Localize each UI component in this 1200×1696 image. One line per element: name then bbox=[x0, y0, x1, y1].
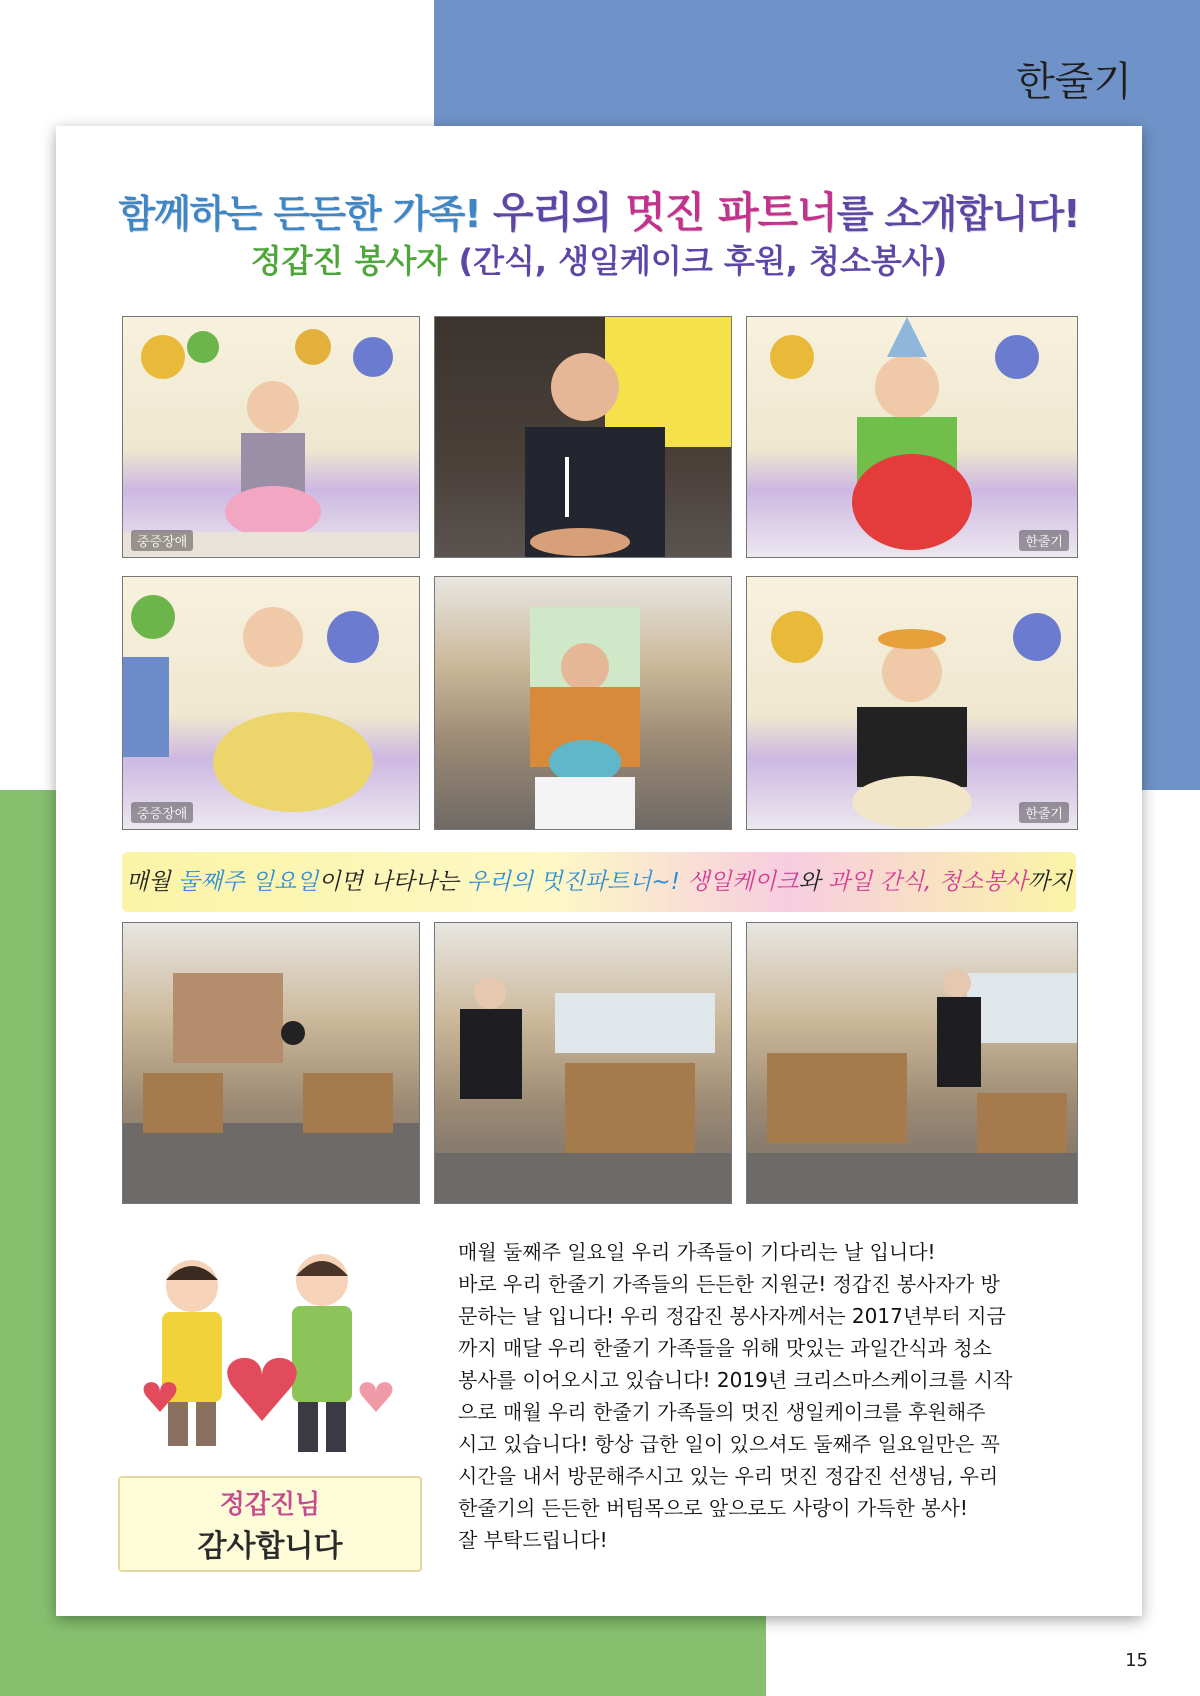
volunteer-name: 정갑진 봉사자 bbox=[250, 242, 459, 280]
photo-caption: 한줄기 bbox=[1019, 530, 1069, 551]
banner-text-7: 과일 간식, 청소봉사 bbox=[827, 869, 1028, 895]
banner-text-3: 이면 나타나는 bbox=[318, 869, 467, 895]
banner-text-4: 우리의 멋진파트너~! bbox=[466, 869, 688, 895]
thank-you-sign bbox=[118, 1476, 422, 1572]
birthday-photo-graphic bbox=[435, 577, 731, 829]
sign-thanks: 감사합니다 bbox=[197, 1529, 343, 1564]
photo-cleaning-1 bbox=[122, 922, 420, 1204]
photo-cleaning-3 bbox=[746, 922, 1078, 1204]
headline bbox=[56, 180, 1142, 240]
cleaning-photo-graphic bbox=[747, 923, 1077, 1203]
headline-part1: 함께하는 든든한 가족! bbox=[118, 192, 493, 236]
body-line: 문하는 날 입니다! 우리 정갑진 봉사자께서는 2017년부터 지금 bbox=[458, 1304, 1006, 1328]
banner-text-5: 생일케이크 bbox=[687, 869, 799, 895]
headline-part2: 우리의 bbox=[492, 188, 626, 237]
birthday-photo-graphic bbox=[123, 577, 419, 829]
body-line: 시간을 내서 방문해주시고 있는 우리 멋진 정갑진 선생님, 우리 bbox=[458, 1464, 999, 1488]
headline-part3: 멋진 파트너 bbox=[625, 188, 837, 237]
page-number: 15 bbox=[1125, 1650, 1148, 1671]
birthday-photo-graphic bbox=[747, 577, 1077, 829]
cleaning-photo-graphic bbox=[435, 923, 731, 1203]
sign-name: 정갑진님 bbox=[219, 1490, 321, 1520]
banner-text-6: 와 bbox=[798, 869, 828, 895]
body-line: 으로 매월 우리 한줄기 가족들의 멋진 생일케이크를 후원해주 bbox=[458, 1400, 986, 1424]
section-title: 한줄기 bbox=[1016, 59, 1132, 105]
photo-birthday-2 bbox=[434, 316, 732, 558]
banner-text-2: 둘째주 일요일 bbox=[177, 869, 319, 895]
photo-caption: 한줄기 bbox=[1019, 802, 1069, 823]
photo-caption: 중증장애 bbox=[131, 530, 193, 551]
banner-text-1: 매월 bbox=[126, 869, 178, 895]
body-line: 한줄기의 든든한 버팀목으로 앞으로도 사랑이 가득한 봉사! bbox=[458, 1496, 968, 1520]
birthday-photo-graphic bbox=[435, 317, 731, 557]
subheadline bbox=[56, 236, 1142, 282]
body-line: 잘 부탁드립니다! bbox=[458, 1528, 608, 1552]
photo-birthday-1 bbox=[122, 316, 420, 558]
photo-birthday-5 bbox=[434, 576, 732, 830]
cleaning-photo-graphic bbox=[123, 923, 419, 1203]
headline-part4: 를 소개합니다! bbox=[836, 192, 1080, 236]
birthday-photo-graphic bbox=[123, 317, 419, 557]
body-line: 시고 있습니다! 항상 급한 일이 있으셔도 둘째주 일요일만은 꼭 bbox=[458, 1432, 1000, 1456]
volunteer-couple-icon bbox=[122, 1246, 432, 1466]
volunteer-activities: (간식, 생일케이크 후원, 청소봉사) bbox=[458, 242, 948, 280]
body-line: 바로 우리 한줄기 가족들의 든든한 지원군! 정갑진 봉사자가 방 bbox=[458, 1272, 1000, 1296]
body-line: 봉사를 이어오시고 있습니다! 2019년 크리스마스케이크를 시작 bbox=[458, 1368, 1013, 1392]
content-card bbox=[56, 126, 1142, 1616]
body-line: 매월 둘째주 일요일 우리 가족들이 기다리는 날 입니다! bbox=[458, 1240, 936, 1264]
photo-caption: 중증장애 bbox=[131, 802, 193, 823]
photo-cleaning-2 bbox=[434, 922, 732, 1204]
article-body bbox=[458, 1236, 1078, 1556]
caption-banner bbox=[122, 852, 1076, 912]
photo-birthday-4 bbox=[122, 576, 420, 830]
photo-birthday-3 bbox=[746, 316, 1078, 558]
banner-text-8: 까지 bbox=[1027, 869, 1072, 895]
birthday-photo-graphic bbox=[747, 317, 1077, 557]
body-line: 까지 매달 우리 한줄기 가족들을 위해 맛있는 과일간식과 청소 bbox=[458, 1336, 992, 1360]
photo-birthday-6 bbox=[746, 576, 1078, 830]
